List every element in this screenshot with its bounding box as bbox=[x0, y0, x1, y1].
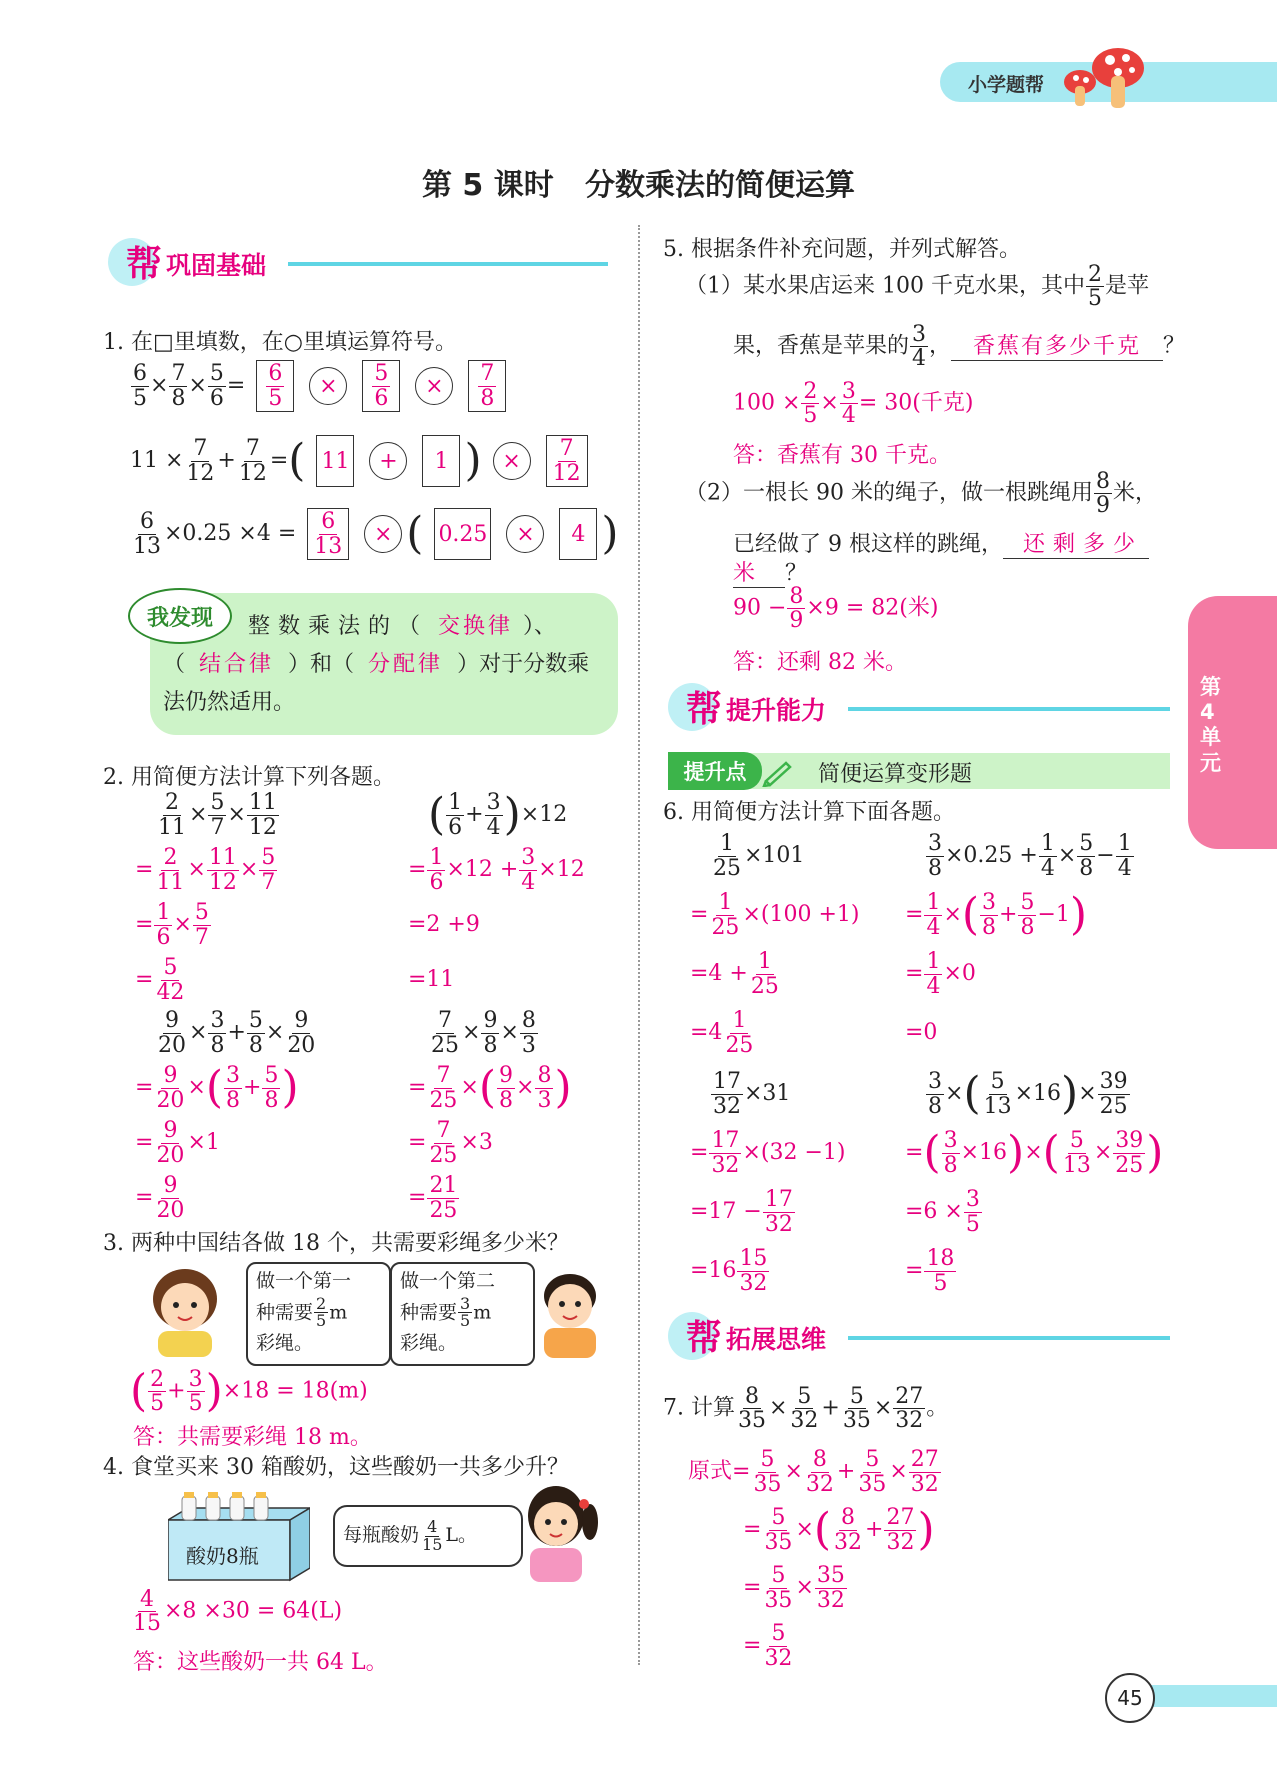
section-improve-bar bbox=[848, 707, 1170, 711]
section-improve-title: 提升能力 bbox=[726, 696, 827, 725]
brand-name: 小学题帮 bbox=[968, 74, 1045, 96]
q4-text: 4. 食堂买来 30 箱酸奶，这些酸奶一共多少升？ bbox=[103, 1455, 569, 1480]
q4-calc: $\frac{4}{15}$ ×8 ×30 = 64(L) bbox=[133, 1587, 343, 1637]
q5-p2-answer: 答：还剩 82 米。 bbox=[733, 650, 907, 675]
q5-p1-text-b: 是苹 bbox=[1104, 273, 1149, 299]
answer-box[interactable]: 7 8 bbox=[468, 360, 506, 412]
section-basic-bar bbox=[288, 262, 608, 266]
q5-p1-calc-tail: = 30(千克) bbox=[858, 390, 974, 416]
page-number bbox=[1105, 1673, 1155, 1723]
q1-text bbox=[103, 325, 457, 356]
q5-p2-line2 bbox=[733, 527, 1149, 559]
discover-answer-2: 结合律 bbox=[199, 652, 275, 677]
q2-b: ( $\frac{1}{6}$ + $\frac{3}{4}$ )×12 = $\frac{1}{6}$ ×12 + $\frac{3}{4}$ ×12 =2 +9 =11 bbox=[408, 789, 585, 992]
q5-p2-text-b: 米， bbox=[1112, 480, 1157, 506]
q6-text: 6. 用简便方法计算下面各题。 bbox=[663, 800, 955, 825]
discover-text-1: 整数乘法的（ bbox=[248, 614, 429, 639]
tip-label bbox=[668, 752, 762, 790]
section-expand bbox=[668, 1312, 1170, 1362]
q5-p1-text-c: 果，香蕉是苹果的 bbox=[733, 333, 910, 359]
q3-bubble-2-line3: 彩绳。 bbox=[400, 1332, 458, 1355]
section-expand-bang: 帮 bbox=[686, 1318, 723, 1359]
q1-row3: $\frac{6}{13}$ ×0.25 ×4 = 6 13 × ( 0.25 × 4 ) bbox=[133, 508, 619, 559]
unit-side-tab-label: 第4单元 bbox=[1200, 675, 1221, 775]
discover-answer-1: 交换律 bbox=[438, 614, 514, 639]
q3-bubble-1-unit: m bbox=[329, 1300, 348, 1323]
discover-text-3: ）和（ bbox=[288, 652, 355, 677]
q2-c: $\frac{9}{20}$ × $\frac{3}{8}$ + $\frac{5}{8}$ × $\frac{9}{20}$ = $\frac{9}{20}$ ×( $\frac{3}{8}$ + $\frac{5}{8}$ ) = $\frac{9}{20}$ ×1 = $\frac{9}{20}$ bbox=[135, 1008, 316, 1223]
tip-text: 简便运算变形题 bbox=[818, 762, 973, 787]
girl-ponytail-illustration-icon bbox=[512, 1482, 602, 1582]
q3-bubble-1-line2: 种需要 bbox=[256, 1300, 314, 1323]
q4-bubble-unit: L。 bbox=[445, 1524, 477, 1547]
mushroom-logo-icon bbox=[1060, 40, 1150, 115]
section-improve-bang: 帮 bbox=[686, 689, 723, 730]
girl-illustration-icon bbox=[140, 1265, 230, 1357]
discover-text bbox=[163, 608, 603, 722]
q5-p1-text-a: （1）某水果店运来 100 千克水果，其中 bbox=[685, 273, 1085, 299]
q7-yuanshi: 原式 bbox=[688, 1459, 733, 1484]
answer-box[interactable]: 4 bbox=[559, 508, 597, 560]
q5-p1-calc: 100 × $\frac{2}{5}$ × $\frac{3}{4}$ = 30(千克) bbox=[733, 379, 974, 429]
section-basic-title: 巩固基础 bbox=[166, 251, 267, 280]
section-expand-title: 拓展思维 bbox=[726, 1325, 827, 1354]
q3-bubble-2: 做一个第二 种需要 $\frac{3}{5}$ m 彩绳。 bbox=[390, 1262, 535, 1366]
q5-p2-calc: 90 − $\frac{8}{9}$ ×9 = 82(米) bbox=[733, 584, 939, 634]
q1-row2: 11 × $\frac{7}{12}$ + $\frac{7}{12}$ =( 11 + 1 ) × 7 12 bbox=[130, 435, 592, 487]
pencil-icon bbox=[762, 757, 796, 787]
section-basic-bang: 帮 bbox=[126, 244, 163, 285]
q5-text: 5. 根据条件补充问题，并列式解答。 bbox=[663, 237, 1021, 262]
q3-answer: 答：共需要彩绳 18 m。 bbox=[133, 1425, 372, 1450]
q4-bubble-text: 每瓶酸奶 bbox=[343, 1524, 420, 1547]
section-improve bbox=[668, 683, 1170, 733]
q6-b: $\frac{3}{8}$ ×0.25 + $\frac{1}{4}$ × $\frac{5}{8}$ − $\frac{1}{4}$ = $\frac{1}{4}$ ×( $\frac{3}{8}$ + $\frac{5}{8}$ −1) = $\frac{1}{4}$ ×0 =0 bbox=[905, 831, 1132, 1045]
lesson-title: 第 5 课时 分数乘法的简便运算 bbox=[421, 168, 856, 203]
answer-circle[interactable]: + bbox=[369, 442, 407, 480]
tip-label-text: 提升点 bbox=[683, 760, 747, 784]
answer-circle[interactable]: × bbox=[493, 442, 531, 480]
q4-bubble: 每瓶酸奶 4 15 L。 bbox=[333, 1505, 523, 1567]
q5-p1-answer: 答：香蕉有 30 千克。 bbox=[733, 443, 951, 468]
answer-circle[interactable]: × bbox=[415, 367, 453, 405]
q3-bubble-2-unit: m bbox=[473, 1300, 492, 1323]
q5-p1-fill[interactable]: 香蕉有多少千克 bbox=[951, 329, 1163, 361]
q3-text: 3. 两种中国结各做 18 个，共需要彩绳多少米？ bbox=[103, 1231, 569, 1256]
page-number-text: 45 bbox=[1117, 1686, 1143, 1710]
answer-circle[interactable]: × bbox=[364, 515, 402, 553]
discover-text-2: ）、（ bbox=[163, 614, 557, 677]
column-divider bbox=[638, 225, 640, 1665]
q5-p2-line3: 米 ？ bbox=[733, 556, 807, 588]
q5-p1-line2: 果，香蕉是苹果的 $\frac{3}{4}$ ， 香蕉有多少千克 ？ bbox=[733, 322, 1186, 372]
answer-circle[interactable]: × bbox=[506, 515, 544, 553]
answer-box[interactable]: 6 13 bbox=[307, 508, 349, 560]
yogurt-box-label: 酸奶8瓶 bbox=[186, 1544, 259, 1568]
q6-d: $\frac{3}{8}$ ×( $\frac{5}{13}$ ×16)× $\frac{39}{25}$ =( $\frac{3}{8}$ ×16)×( $\frac{5}{13}$ × $\frac{39}{25}$ ) =6 × $\frac{3}{5}$ = $\frac{18}{5}$ bbox=[905, 1068, 1164, 1296]
answer-circle[interactable]: × bbox=[309, 367, 347, 405]
q5-p2-fill-2[interactable]: 米 bbox=[733, 556, 785, 588]
answer-box[interactable]: 1 bbox=[422, 435, 460, 487]
answer-box[interactable]: 7 12 bbox=[546, 435, 588, 487]
q4-answer: 答：这些酸奶一共 64 L。 bbox=[133, 1650, 388, 1675]
q1-text-label: 1. 在□里填数，在○里填运算符号。 bbox=[103, 330, 457, 355]
section-expand-bar bbox=[848, 1336, 1170, 1340]
q3-bubble-1-line1: 做一个第一 bbox=[256, 1270, 352, 1292]
q5-p2-text-a: （2）一根长 90 米的绳子，做一根跳绳用 bbox=[685, 480, 1093, 506]
q3-bubble-1: 做一个第一 种需要 $\frac{2}{5}$ m 彩绳。 bbox=[246, 1262, 391, 1366]
discover-answer-3: 分配律 bbox=[368, 652, 444, 677]
discover-label-text: 我发现 bbox=[146, 605, 213, 631]
answer-box[interactable]: 6 5 bbox=[256, 360, 294, 412]
q2-text: 2. 用简便方法计算下列各题。 bbox=[103, 765, 395, 790]
q7-solution: 原式= $\frac{5}{35}$ × $\frac{8}{32}$ + $\frac{5}{35}$ × $\frac{27}{32}$ = $\frac{5}{35}$ ×( $\frac{8}{32}$ + $\frac{27}{32}$ ) = $\frac{5}{35}$ × $\frac{35}{32}$ = $\frac{5}{32}$ bbox=[688, 1447, 939, 1671]
q5-p1-line1: （1）某水果店运来 100 千克水果，其中 $\frac{2}{5}$ 是苹 bbox=[685, 262, 1149, 312]
q6-c: $\frac{17}{32}$ ×31 = $\frac{17}{32}$ ×(32 −1) =17 − $\frac{17}{32}$ =16 $\frac{15}{32}$ bbox=[690, 1069, 846, 1296]
q2-a: $\frac{2}{11}$ × $\frac{5}{7}$ × $\frac{11}{12}$ = $\frac{2}{11}$ × $\frac{11}{12}$ × $\frac{5}{7}$ = $\frac{1}{6}$ × $\frac{5}{7}$ = $\frac{5}{42}$ bbox=[135, 790, 277, 1005]
answer-box[interactable]: 0.25 bbox=[434, 508, 491, 560]
q5-p2-calc-tail: ×9 = 82(米) bbox=[806, 595, 939, 621]
q4-calc-tail: ×8 ×30 = 64(L) bbox=[164, 1598, 343, 1624]
q5-p2-line1: （2）一根长 90 米的绳子，做一根跳绳用 $\frac{8}{9}$ 米， bbox=[685, 469, 1157, 519]
q3-bubble-1-line3: 彩绳。 bbox=[256, 1332, 314, 1355]
q7-text: 7. 计算 bbox=[663, 1395, 735, 1421]
q5-p2-fill-1[interactable]: 还剩多少 bbox=[1003, 527, 1149, 559]
q3-calc: ( $\frac{2}{5}$ + $\frac{3}{5}$ )×18 = 18(m) bbox=[130, 1365, 368, 1417]
boy-illustration-icon bbox=[530, 1268, 610, 1358]
q6-a: $\frac{1}{25}$ ×101 = $\frac{1}{25}$ ×(100 +1) =4 + $\frac{1}{25}$ =4 $\frac{1}{25}$ bbox=[690, 831, 860, 1058]
answer-box[interactable]: 11 bbox=[316, 435, 354, 487]
q3-bubble-2-line1: 做一个第二 bbox=[400, 1270, 496, 1292]
yogurt-box bbox=[168, 1490, 310, 1582]
q3-calc-tail: ×18 = 18(m) bbox=[222, 1378, 368, 1404]
discover-text-4: ）对于分数乘法仍然适用。 bbox=[163, 652, 590, 715]
q7-question: 7. 计算 $\frac{8}{35}$ × $\frac{5}{32}$ + $\frac{5}{35}$ × $\frac{27}{32}$ 。 bbox=[663, 1384, 949, 1434]
q5-p2-text-c: 已经做了 9 根这样的跳绳， bbox=[733, 532, 1003, 557]
q3-bubble-2-line2: 种需要 bbox=[400, 1300, 458, 1323]
answer-box[interactable]: 5 6 bbox=[362, 360, 400, 412]
section-basic bbox=[108, 238, 613, 288]
q1-row1: $\frac{6}{5}$ × $\frac{7}{8}$ × $\frac{5}{6}$ = 6 5 × 5 6 × 7 8 bbox=[130, 360, 510, 412]
q2-d: $\frac{7}{25}$ × $\frac{9}{8}$ × $\frac{8}{3}$ = $\frac{7}{25}$ ×( $\frac{9}{8}$ × $\frac{8}{3}$ ) = $\frac{7}{25}$ ×3 = $\frac{21}{25}$ bbox=[408, 1008, 572, 1223]
